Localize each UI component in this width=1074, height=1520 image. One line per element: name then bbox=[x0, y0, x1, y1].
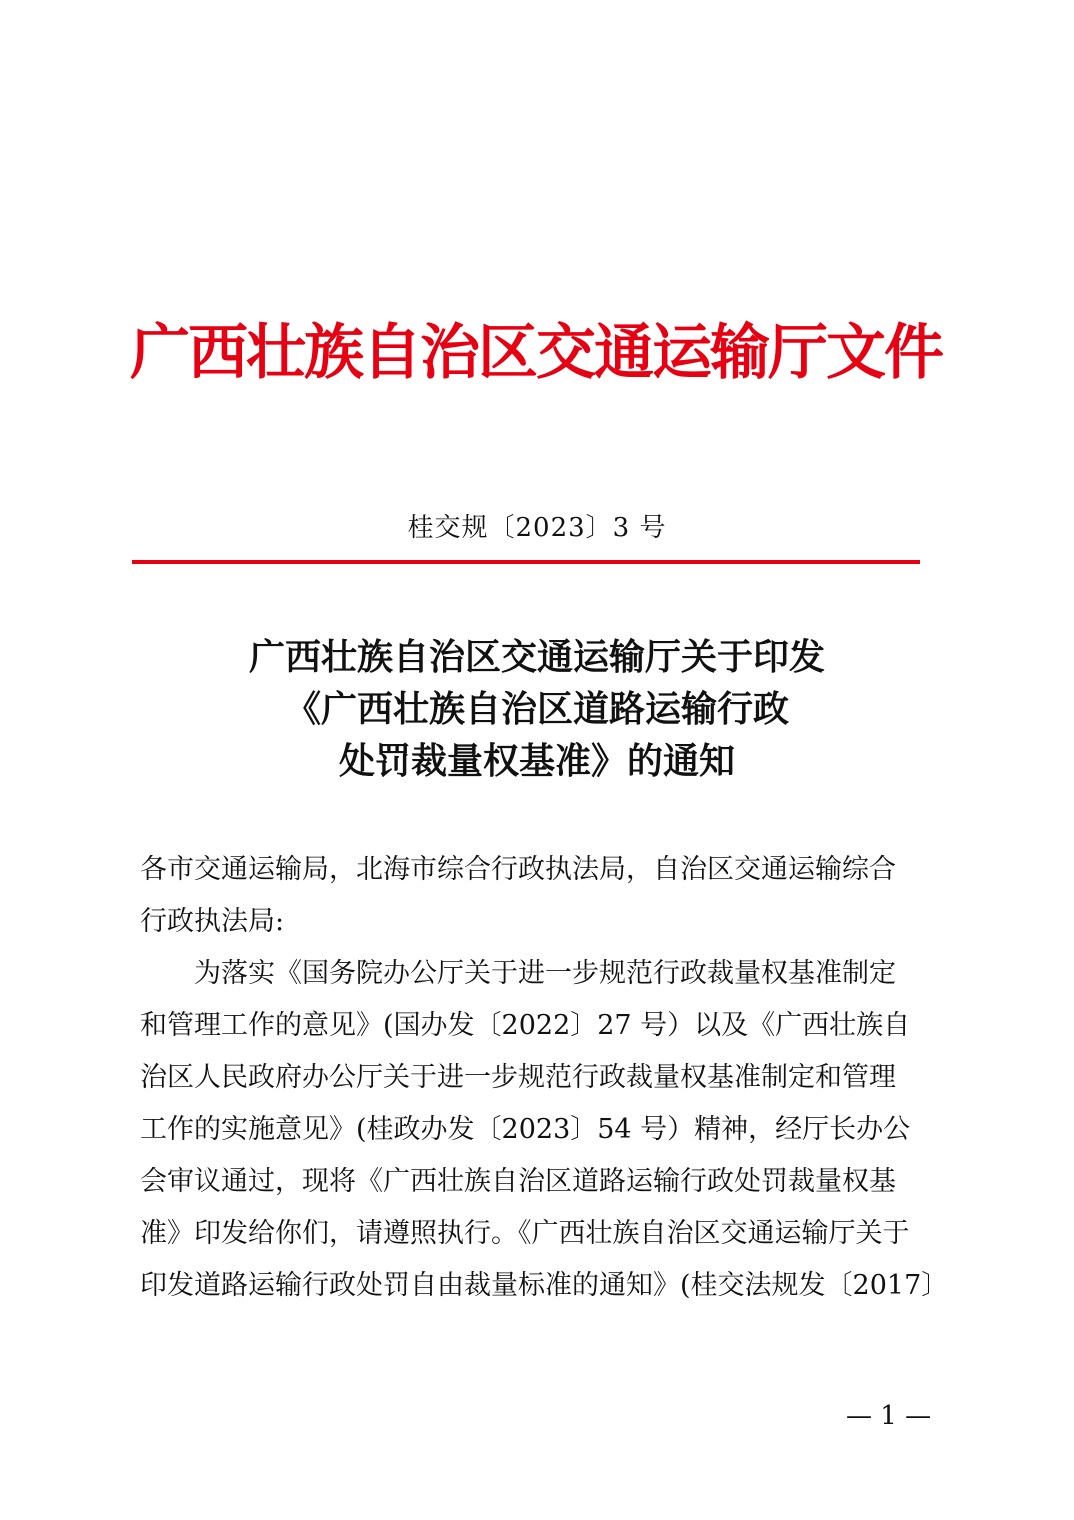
body-line-8: 准》印发给你们，请遵照执行。《广西壮族自治区交通运输厅关于 bbox=[140, 1218, 910, 1249]
body-line-6: 工作的实施意见》(桂政办发〔2023〕54 号）精神，经厅长办公 bbox=[140, 1114, 911, 1145]
body-line-3: 为落实《国务院办公厅关于进一步规范行政裁量权基准制定 bbox=[140, 958, 896, 989]
issuer-header: 广西壮族自治区交通运输厅文件 bbox=[130, 318, 942, 388]
body-line-4: 和管理工作的意见》(国办发〔2022〕27 号）以及《广西壮族自 bbox=[140, 1010, 911, 1041]
title-line-2: 《广西壮族自治区道路运输行政 bbox=[284, 689, 789, 730]
body-line-7: 会审议通过，现将《广西壮族自治区道路运输行政处罚裁量权基 bbox=[140, 1166, 896, 1197]
document-body bbox=[140, 844, 949, 1312]
title-line-1: 广西壮族自治区交通运输厅关于印发 bbox=[248, 637, 825, 678]
red-divider-line bbox=[132, 560, 920, 564]
body-line-2: 行政执法局: bbox=[140, 906, 285, 937]
page-number: — 1 — bbox=[846, 1401, 932, 1431]
body-line-1: 各市交通运输局，北海市综合行政执法局，自治区交通运输综合 bbox=[140, 854, 896, 885]
body-line-5: 治区人民政府办公厅关于进一步规范行政裁量权基准制定和管理 bbox=[140, 1062, 896, 1093]
document-number: 桂交规〔2023〕3 号 bbox=[407, 513, 667, 543]
title-line-3: 处罚裁量权基准》的通知 bbox=[338, 741, 735, 782]
body-line-9: 印发道路运输行政处罚自由裁量标准的通知》(桂交法规发〔2017〕 bbox=[140, 1270, 949, 1301]
document-title bbox=[0, 632, 1074, 788]
